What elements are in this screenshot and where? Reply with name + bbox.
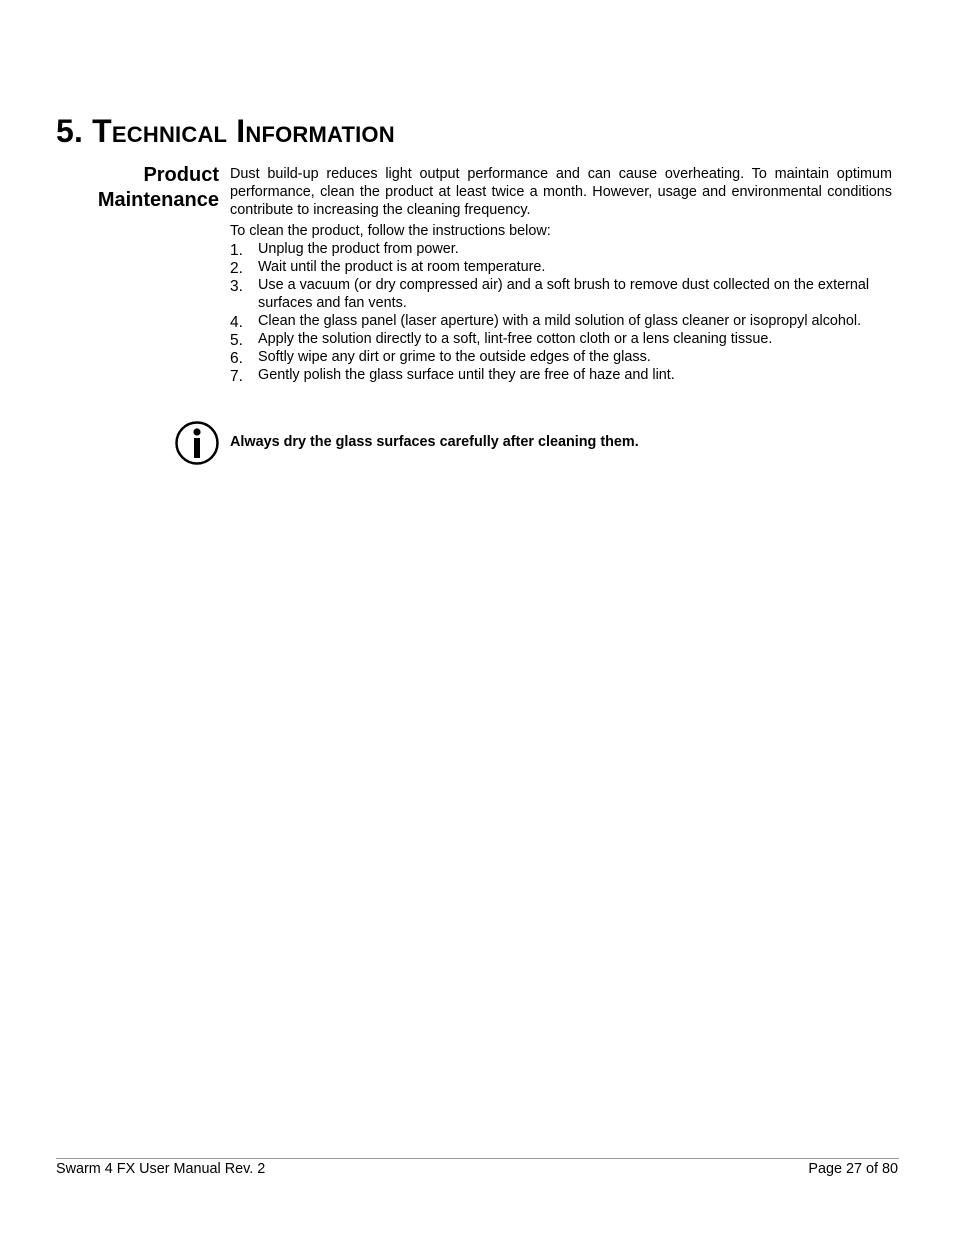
- step-number: 4.: [230, 314, 243, 331]
- step-number: 5.: [230, 332, 243, 349]
- list-item: [230, 276, 892, 312]
- section-heading: [60, 163, 219, 213]
- list-item: [230, 312, 892, 330]
- list-item: [230, 258, 892, 276]
- list-item: [230, 330, 892, 348]
- footer-document-title: Swarm 4 FX User Manual Rev. 2: [56, 1161, 266, 1177]
- step-number: 6.: [230, 350, 243, 367]
- info-icon: [175, 421, 219, 465]
- intro-paragraph: Dust build-up reduces light output performance and can cause overheating. To maintain optimum performance, clean the product at least twice a month. However, usage and environmental conditions contribute to increasing the cleaning frequency.: [230, 166, 892, 218]
- section-heading-line-1: Product: [143, 164, 219, 186]
- step-text: Use a vacuum (or dry compressed air) and a soft brush to remove dust collected on the external surfaces and fan vents.: [258, 277, 870, 311]
- page-title: 5. Technical Information: [56, 113, 395, 149]
- step-text: Gently polish the glass surface until they are free of haze and lint.: [258, 367, 675, 383]
- step-number: 7.: [230, 368, 243, 385]
- step-number: 1.: [230, 242, 243, 259]
- section-heading-line-2: Maintenance: [97, 189, 219, 211]
- step-text: Wait until the product is at room temperature.: [258, 259, 546, 275]
- cleaning-steps-list: [230, 240, 892, 384]
- step-number: 2.: [230, 260, 243, 277]
- instructions-intro: To clean the product, follow the instructions below:: [230, 223, 551, 239]
- step-text: Clean the glass panel (laser aperture) with a mild solution of glass cleaner or isopropyl alcohol.: [258, 313, 862, 329]
- list-item: [230, 366, 892, 384]
- step-text: Apply the solution directly to a soft, lint-free cotton cloth or a lens cleaning tissue.: [258, 331, 773, 347]
- list-item: [230, 348, 892, 366]
- step-text: Unplug the product from power.: [258, 241, 459, 257]
- footer-divider: [56, 1158, 899, 1159]
- footer-page-number: Page 27 of 80: [808, 1161, 898, 1177]
- list-item: [230, 240, 892, 258]
- note-text: Always dry the glass surfaces carefully after cleaning them.: [230, 434, 639, 450]
- step-number: 3.: [230, 278, 243, 295]
- step-text: Softly wipe any dirt or grime to the outside edges of the glass.: [258, 349, 651, 365]
- section-body: [230, 165, 892, 384]
